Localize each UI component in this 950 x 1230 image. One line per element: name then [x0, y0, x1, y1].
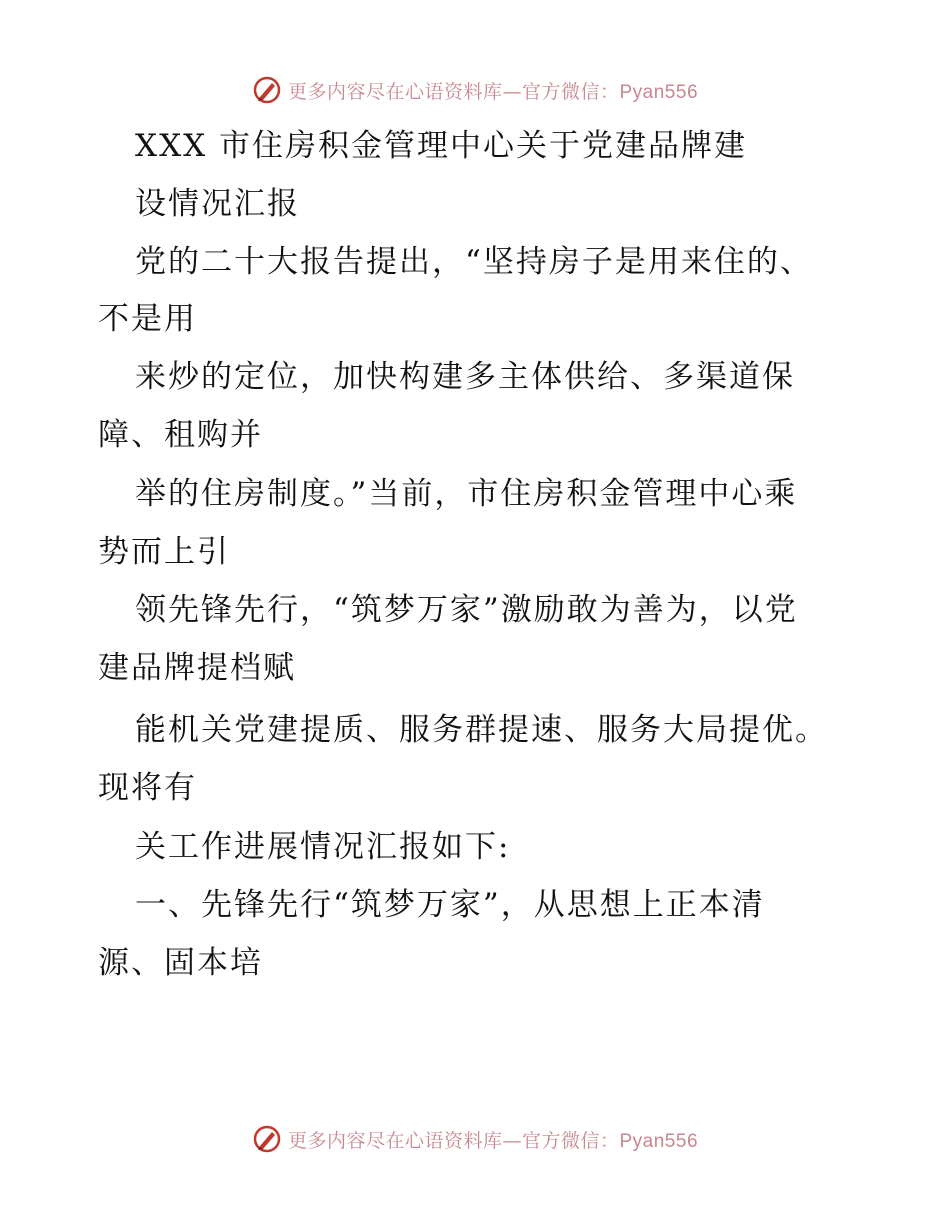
header-watermark — [0, 72, 950, 108]
paragraph-line: 势而上引 — [98, 534, 230, 570]
paragraph-line: 举的住房制度。”当前，市住房积金管理中心乘 — [135, 476, 798, 512]
watermark-text: 更多内容尽在心语资料库—官方微信：Pyan556 — [287, 80, 699, 103]
paragraph-line: 不是用 — [98, 301, 197, 337]
paragraph-line: 领先锋先行，“筑梦万家”激励敢为善为，以党 — [135, 592, 798, 628]
watermark-group — [252, 1124, 698, 1154]
watermark-handle: Pyan556 — [619, 1130, 699, 1152]
title-line-1: XXX 市住房积金管理中心关于党建品牌建 — [135, 128, 748, 164]
pen-logo-icon — [252, 1124, 282, 1154]
pen-logo-icon — [252, 75, 282, 105]
watermark-handle: Pyan556 — [619, 81, 699, 103]
paragraph-line: 现将有 — [98, 770, 197, 806]
footer-watermark — [0, 1121, 950, 1157]
title-line-2: 设情况汇报 — [135, 186, 300, 222]
paragraph-line: 关工作进展情况汇报如下: — [135, 829, 511, 865]
paragraph-line: 来炒的定位，加快构建多主体供给、多渠道保 — [135, 359, 795, 395]
paragraph-line: 障、租购并 — [98, 417, 263, 453]
paragraph-line: 能机关党建提质、服务群提速、服务大局提优。 — [135, 712, 828, 748]
watermark-text: 更多内容尽在心语资料库—官方微信：Pyan556 — [287, 1129, 699, 1152]
paragraph-line: 党的二十大报告提出，“坚持房子是用来住的、 — [135, 244, 813, 280]
paragraph-line: 建品牌提档赋 — [98, 650, 296, 686]
section-heading-line: 源、固本培 — [98, 945, 263, 981]
watermark-group — [252, 75, 698, 105]
section-heading-line: 一、先锋先行“筑梦万家”，从思想上正本清 — [135, 887, 765, 923]
